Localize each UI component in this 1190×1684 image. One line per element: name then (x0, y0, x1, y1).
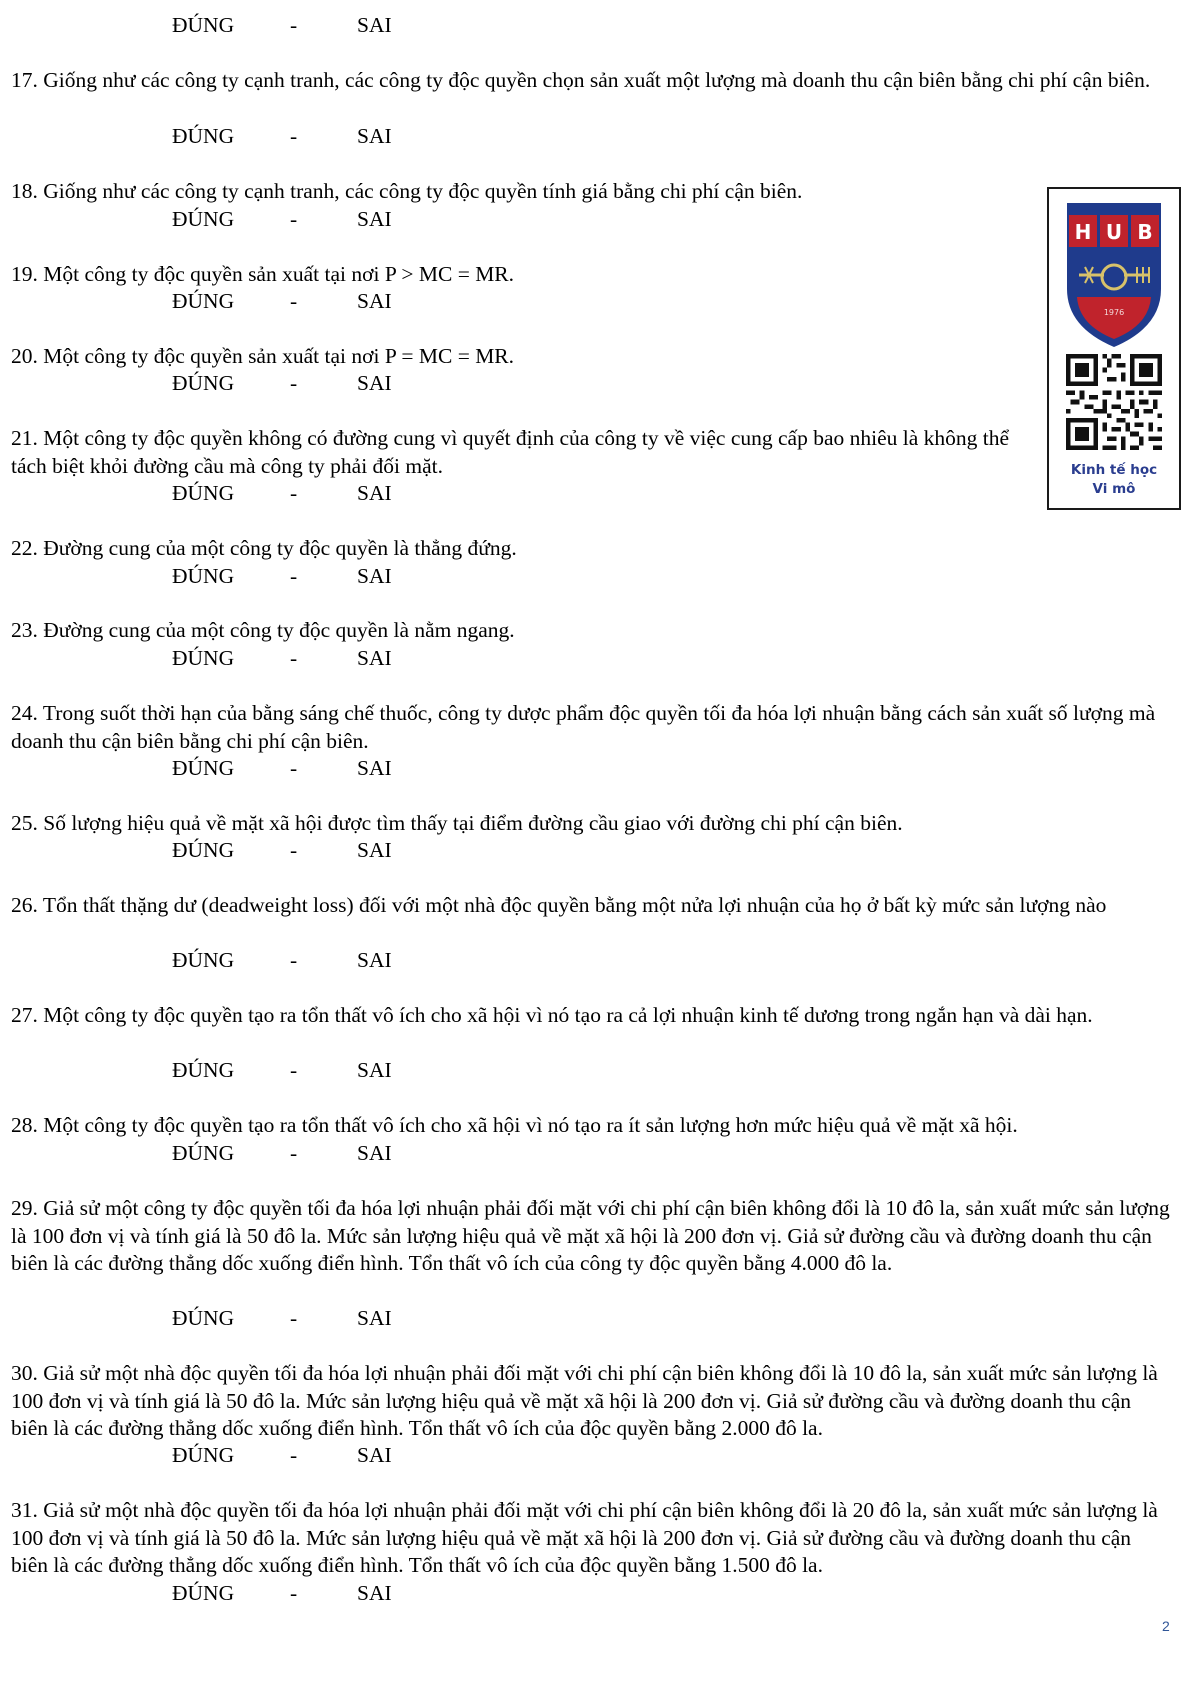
answer-false: SAI (357, 124, 392, 148)
answer-false: SAI (357, 646, 392, 670)
answer-separator: - (290, 13, 298, 37)
logo-letter-h: H (1074, 220, 1092, 244)
answer-separator: - (290, 207, 298, 231)
answer-false: SAI (357, 1306, 392, 1330)
question-29: 29. Giả sử một công ty độc quyền tối đa hóa lợi nhuận phải đối mặt với chi phí cận biên không đổi là 10 đô la, sản xuất mức sản lượng là 100 đơn vị và tính giá là 50 đô la. Mức sản lượng hiệu quả về mặt xã hội là 200 đơn vị. Giả sử đường cầu và đường doanh thu cận biên là các đường thẳng dốc xuống điển hình. Tổn thất vô ích của công ty độc quyền bằng 4.000 đô la. (11, 1196, 1170, 1275)
qr-code-icon (1066, 354, 1162, 450)
answer-separator: - (290, 1058, 298, 1082)
answer-false: SAI (357, 564, 392, 588)
answer-false: SAI (357, 838, 392, 862)
answer-true: ĐÚNG (172, 1306, 235, 1330)
answer-false: SAI (357, 948, 392, 972)
answer-false: SAI (357, 1581, 392, 1605)
hub-shield-logo (1049, 197, 1179, 357)
answer-true: ĐÚNG (172, 13, 235, 37)
question-26: 26. Tổn thất thặng dư (deadweight loss) đối với một nhà độc quyền bằng một nửa lợi nhuận của họ ở bất kỳ mức sản lượng nào (11, 893, 1107, 917)
answer-separator: - (290, 1443, 298, 1467)
hub-logo-box (1047, 187, 1181, 510)
answer-true: ĐÚNG (172, 1058, 235, 1082)
answer-false: SAI (357, 13, 392, 37)
answer-separator: - (290, 564, 298, 588)
question-27: 27. Một công ty độc quyền tạo ra tổn thất vô ích cho xã hội vì nó tạo ra cả lợi nhuận kinh tế dương trong ngắn hạn và dài hạn. (11, 1003, 1093, 1027)
answer-true: ĐÚNG (172, 1581, 235, 1605)
answer-separator: - (290, 481, 298, 505)
answer-false: SAI (357, 289, 392, 313)
answer-true: ĐÚNG (172, 289, 235, 313)
answer-true: ĐÚNG (172, 1141, 235, 1165)
question-17: 17. Giống như các công ty cạnh tranh, các công ty độc quyền chọn sản xuất một lượng mà doanh thu cận biên bằng chi phí cận biên. (11, 68, 1151, 92)
answer-true: ĐÚNG (172, 756, 235, 780)
answer-true: ĐÚNG (172, 838, 235, 862)
answer-false: SAI (357, 1141, 392, 1165)
question-31: 31. Giả sử một nhà độc quyền tối đa hóa lợi nhuận phải đối mặt với chi phí cận biên không đổi là 20 đô la, sản xuất mức sản lượng là 100 đơn vị và tính giá là 50 đô la. Mức sản lượng hiệu quả về mặt xã hội là 200 đơn vị. Giả sử đường cầu và đường doanh thu cận biên là các đường thẳng dốc xuống điển hình. Tổn thất vô ích của độc quyền bằng 1.500 đô la. (11, 1498, 1158, 1577)
answer-separator: - (290, 289, 298, 313)
logo-year: 1976 (1103, 308, 1125, 317)
answer-separator: - (290, 646, 298, 670)
answer-separator: - (290, 1581, 298, 1605)
question-20: 20. Một công ty độc quyền sản xuất tại nơi P = MC = MR. (11, 344, 515, 368)
answer-false: SAI (357, 371, 392, 395)
question-23: 23. Đường cung của một công ty độc quyền là nằm ngang. (11, 618, 515, 642)
answer-separator: - (290, 756, 298, 780)
question-30: 30. Giả sử một nhà độc quyền tối đa hóa lợi nhuận phải đối mặt với chi phí cận biên không đổi là 10 đô la, sản xuất mức sản lượng là 100 đơn vị và tính giá là 50 đô la. Mức sản lượng hiệu quả về mặt xã hội là 200 đơn vị. Giả sử đường cầu và đường doanh thu cận biên là các đường thẳng dốc xuống điển hình. Tổn thất vô ích của độc quyền bằng 2.000 đô la. (11, 1361, 1158, 1440)
question-25: 25. Số lượng hiệu quả về mặt xã hội được tìm thấy tại điểm đường cầu giao với đường chi phí cận biên. (11, 811, 903, 835)
question-28: 28. Một công ty độc quyền tạo ra tổn thất vô ích cho xã hội vì nó tạo ra ít sản lượng hơn mức hiệu quả về mặt xã hội. (11, 1113, 1018, 1137)
answer-separator: - (290, 1306, 298, 1330)
answer-separator: - (290, 838, 298, 862)
question-24: 24. Trong suốt thời hạn của bằng sáng chế thuốc, công ty dược phẩm độc quyền tối đa hóa lợi nhuận bằng cách sản xuất số lượng mà doanh thu cận biên bằng chi phí cận biên. (11, 701, 1156, 753)
answer-true: ĐÚNG (172, 564, 235, 588)
answer-false: SAI (357, 1058, 392, 1082)
page-number: 2 (1162, 1618, 1170, 1634)
question-22: 22. Đường cung của một công ty độc quyền là thẳng đứng. (11, 536, 517, 560)
answer-false: SAI (357, 1443, 392, 1467)
answer-true: ĐÚNG (172, 371, 235, 395)
question-18: 18. Giống như các công ty cạnh tranh, các công ty độc quyền tính giá bằng chi phí cận biên. (11, 179, 803, 203)
answer-true: ĐÚNG (172, 948, 235, 972)
answer-true: ĐÚNG (172, 207, 235, 231)
question-21: 21. Một công ty độc quyền không có đường cung vì quyết định của công ty về việc cung cấp bao nhiêu là không thể tách biệt khỏi đường cầu mà công ty phải đối mặt. (11, 426, 1010, 478)
subject-line-2: Vi mô (1092, 481, 1136, 497)
answer-true: ĐÚNG (172, 1443, 235, 1467)
answer-separator: - (290, 948, 298, 972)
logo-letter-b: B (1137, 220, 1153, 244)
subject-line-1: Kinh tế học (1070, 462, 1158, 478)
answer-separator: - (290, 124, 298, 148)
answer-false: SAI (357, 207, 392, 231)
logo-letter-u: U (1105, 220, 1123, 244)
answer-true: ĐÚNG (172, 124, 235, 148)
answer-false: SAI (357, 756, 392, 780)
answer-separator: - (290, 1141, 298, 1165)
answer-separator: - (290, 371, 298, 395)
answer-false: SAI (357, 481, 392, 505)
answer-true: ĐÚNG (172, 646, 235, 670)
answer-true: ĐÚNG (172, 481, 235, 505)
question-19: 19. Một công ty độc quyền sản xuất tại nơi P > MC = MR. (11, 262, 515, 286)
